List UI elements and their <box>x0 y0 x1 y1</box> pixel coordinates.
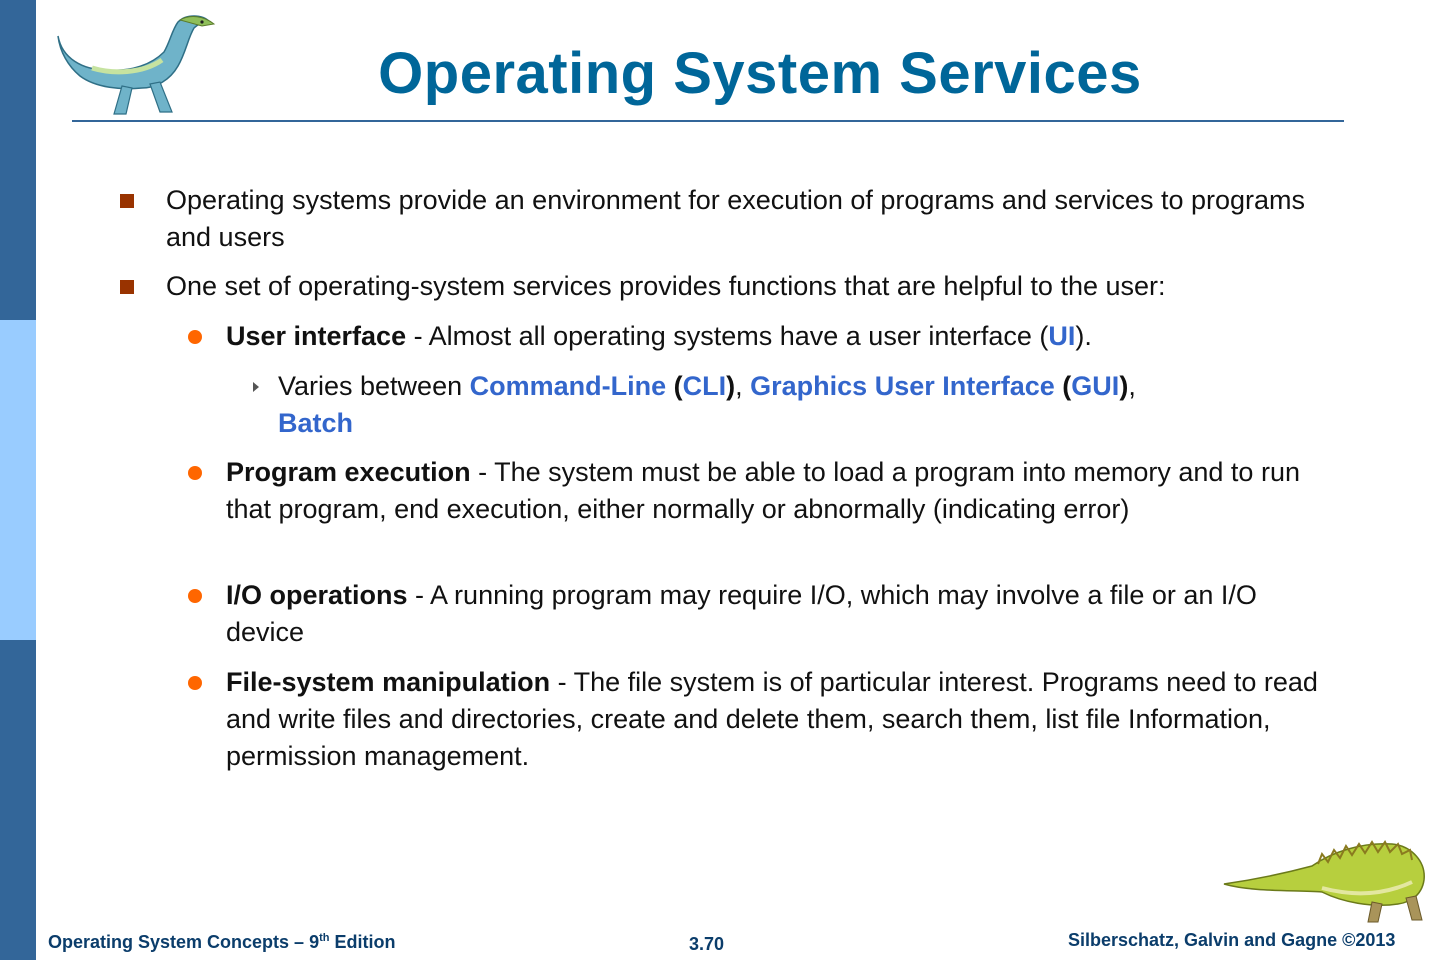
bullet-io-operations <box>226 577 1326 651</box>
bullet-program-execution <box>226 454 1326 528</box>
term-io-operations: I/O operations <box>226 580 408 610</box>
file-system-desc: - The file system is of particular interest. Programs need to read and write files and directories, create and delete them, search them, list file Information, permission management. <box>226 667 1318 771</box>
ui-desc-b: ). <box>1075 321 1092 351</box>
dinosaur-bottom-icon <box>1222 822 1432 926</box>
separator: , <box>1128 371 1136 401</box>
footer-book-title <box>48 932 395 953</box>
left-sidebar-bar <box>0 0 36 960</box>
round-bullet-icon <box>188 676 202 690</box>
separator: , <box>735 371 751 401</box>
footer-edition-text: Edition <box>329 932 396 952</box>
term-file-system: File-system manipulation <box>226 667 551 697</box>
paren-open: ( <box>1054 371 1072 401</box>
paren-close: ) <box>726 371 736 401</box>
square-bullet-icon <box>120 280 134 294</box>
term-batch: Batch <box>278 408 354 438</box>
footer-copyright: Silberschatz, Galvin and Gagne ©2013 <box>1068 930 1396 950</box>
paren-close: ) <box>1119 371 1129 401</box>
term-gui: Graphics User Interface <box>750 371 1055 401</box>
footer-superscript: th <box>319 932 330 944</box>
ui-abbr: UI <box>1048 321 1076 351</box>
triangle-bullet-icon <box>253 382 259 392</box>
round-bullet-icon <box>188 330 202 344</box>
bullet-file-system <box>226 664 1326 775</box>
bullet-user-services: One set of operating-system services provides functions that are helpful to the user: <box>166 271 1166 301</box>
abbr-gui: GUI <box>1071 371 1120 401</box>
round-bullet-icon <box>188 589 202 603</box>
varies-prefix: Varies between <box>278 371 470 401</box>
footer-page-number: 3.70 <box>689 934 725 954</box>
term-program-execution: Program execution <box>226 457 471 487</box>
sidebar-highlight-band <box>0 320 36 640</box>
round-bullet-icon <box>188 466 202 480</box>
slide-title: Operating System Services <box>378 41 1142 106</box>
program-execution-desc: - The system must be able to load a program into memory and to run that program, end execution, either normally or abnormally (indicating error) <box>226 457 1300 524</box>
abbr-cli: CLI <box>682 371 727 401</box>
title-underline <box>72 120 1344 122</box>
term-user-interface: User interface <box>226 321 407 351</box>
square-bullet-icon <box>120 194 134 208</box>
ui-desc-a: - Almost all operating systems have a user interface ( <box>406 321 1049 351</box>
io-operations-desc: - A running program may require I/O, which may involve a file or an I/O device <box>226 580 1257 647</box>
bullet-user-interface <box>226 318 1326 355</box>
bullet-interface-types <box>278 368 1328 442</box>
paren-open: ( <box>666 371 683 401</box>
footer-book-text: Operating System Concepts – 9 <box>48 932 320 952</box>
bullet-environment: Operating systems provide an environment for execution of programs and services to programs and users <box>166 185 1306 252</box>
term-command-line: Command-Line <box>469 371 667 401</box>
